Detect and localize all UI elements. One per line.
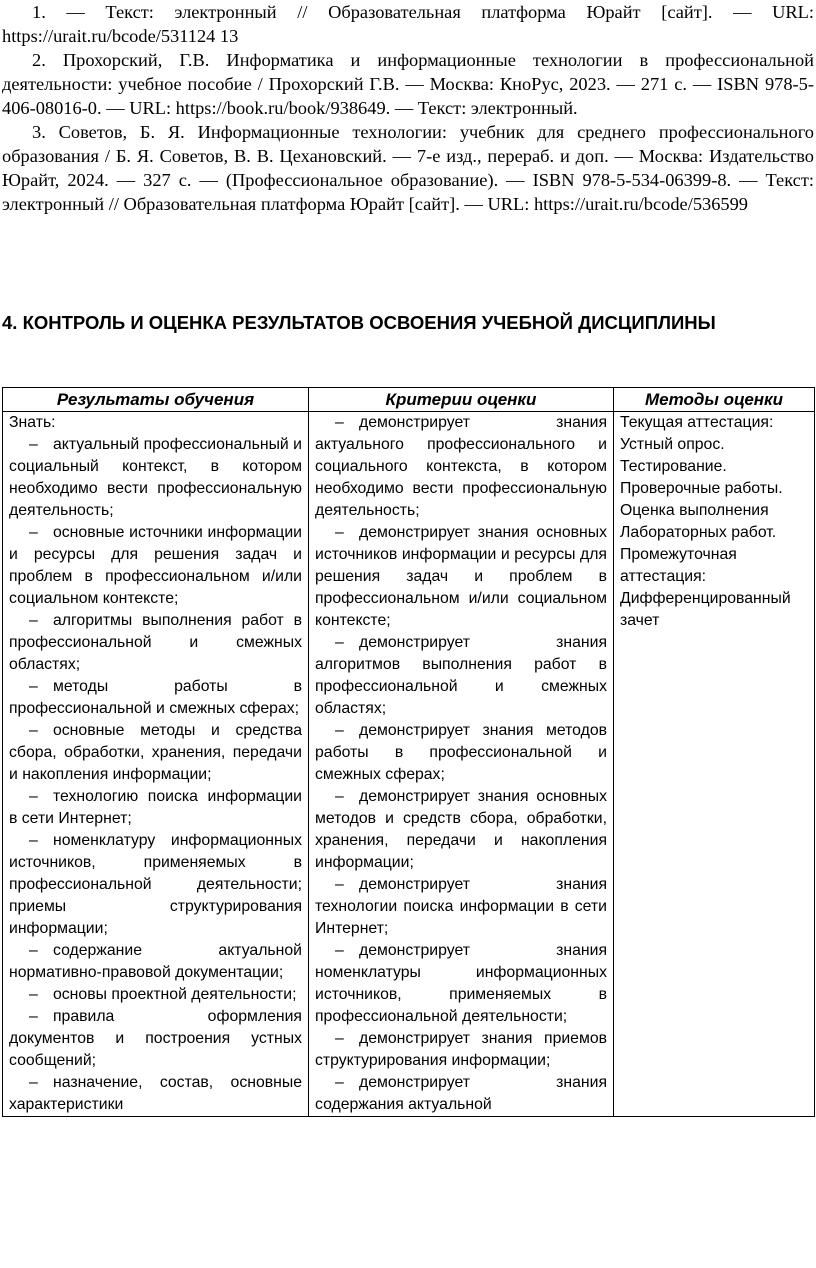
methods-cell xyxy=(614,412,815,1117)
reference-item: 2. Прохорский, Г.В. Информатика и информационные технологии в профессиональной деятельности: учебное пособие / Прохорский Г.В. — Москва: КноРус, 2023. — 271 с. — ISBN 978-5-406-08016-0. — URL: https://book.ru/book/938649. — Текст: электронный. xyxy=(2,50,814,118)
method-line: зачет xyxy=(620,612,660,629)
table-row xyxy=(3,412,815,1117)
header-assessment-criteria: Критерии оценки xyxy=(309,388,614,412)
criteria-item xyxy=(315,874,607,940)
result-item xyxy=(9,676,302,720)
result-item-text: технологию поиска информации в сети Интернет; xyxy=(9,788,302,827)
dash-marker: – xyxy=(29,986,38,1003)
result-item xyxy=(9,610,302,676)
method-line: Тестирование. xyxy=(620,458,727,475)
dash-marker: – xyxy=(335,1030,344,1047)
criteria-item-text: демонстрирует знания методов работы в профессиональной и смежных сферах; xyxy=(315,722,607,783)
criteria-item-text: демонстрирует знания номенклатуры информационных источников, применяемых в профессиональной деятельности; xyxy=(315,942,607,1025)
criteria-item-text: демонстрирует знания технологии поиска информации в сети Интернет; xyxy=(315,876,607,937)
criteria-item xyxy=(315,412,607,522)
dash-marker: – xyxy=(335,942,344,959)
result-item-text: номенклатуру информационных источников, применяемых в профессиональной деятельности; приемы структурирования информации; xyxy=(9,832,302,937)
result-item xyxy=(9,940,302,984)
result-item-text: правила оформления документов и построения устных сообщений; xyxy=(9,1008,302,1069)
result-item-text: методы работы в профессиональной и смежных сферах; xyxy=(9,678,302,717)
result-item-text: основные источники информации и ресурсы для решения задач и проблем в профессиональном и/или социальном контексте; xyxy=(9,524,302,607)
dash-marker: – xyxy=(29,942,38,959)
result-item xyxy=(9,720,302,786)
criteria-item-text: демонстрирует знания основных источников информации и ресурсы для решения задач и проблем в профессиональном и/или социальном контексте; xyxy=(315,524,607,629)
result-item xyxy=(9,434,302,522)
result-item-text: назначение, состав, основные характеристики xyxy=(9,1074,302,1113)
method-line: аттестация: xyxy=(620,568,707,585)
table-header-row xyxy=(3,388,815,412)
method-line: Лабораторных работ. xyxy=(620,524,777,541)
dash-marker: – xyxy=(29,1008,38,1025)
methods-list xyxy=(620,412,808,632)
method-line: Промежуточная xyxy=(620,546,737,563)
method-line: Устный опрос. xyxy=(620,436,725,453)
result-item-text: содержание актуальной нормативно-правовой документации; xyxy=(9,942,302,981)
dash-marker: – xyxy=(335,524,344,541)
method-line: Проверочные работы. xyxy=(620,480,783,497)
dash-marker: – xyxy=(29,722,38,739)
dash-marker: – xyxy=(335,1074,344,1091)
dash-marker: – xyxy=(29,612,38,629)
criteria-list xyxy=(315,412,607,1116)
result-item-text: актуальный профессиональный и социальный контекст, в котором необходимо вести профессиональную деятельность; xyxy=(9,436,302,519)
method-line: Дифференцированный xyxy=(620,590,791,607)
result-item xyxy=(9,984,302,1006)
section-heading: 4. КОНТРОЛЬ И ОЦЕНКА РЕЗУЛЬТАТОВ ОСВОЕНИЯ УЧЕБНОЙ ДИСЦИПЛИНЫ xyxy=(2,312,716,333)
header-assessment-methods: Методы оценки xyxy=(614,388,815,412)
results-intro: Знать: xyxy=(9,414,56,431)
result-item xyxy=(9,1006,302,1072)
dash-marker: – xyxy=(335,634,344,651)
results-list xyxy=(9,434,302,1116)
reference-item: 1. — Текст: электронный // Образовательная платформа Юрайт [сайт]. — URL: https://urait.ru/bcode/531124 13 xyxy=(2,2,814,46)
reference-item: 3. Советов, Б. Я. Информационные технологии: учебник для среднего профессионального образования / Б. Я. Советов, В. В. Цехановский. — 7-е изд., перераб. и доп. — Москва: Издательство Юрайт, 2024. — 327 с. — (Профессиональное образование). — ISBN 978-5-534-06399-8. — Текст: электронный // Образовательная платформа Юрайт [сайт]. — URL: https://urait.ru/bcode/536599 xyxy=(2,122,814,214)
dash-marker: – xyxy=(335,414,344,431)
method-line: Оценка выполнения xyxy=(620,502,769,519)
criteria-cell xyxy=(309,412,614,1117)
criteria-item-text: демонстрирует знания содержания актуальной xyxy=(315,1074,607,1113)
header-learning-results: Результаты обучения xyxy=(3,388,309,412)
criteria-item-text: демонстрирует знания алгоритмов выполнения работ в профессиональной и смежных областях; xyxy=(315,634,607,717)
criteria-item-text: демонстрирует знания приемов структурирования информации; xyxy=(315,1030,607,1069)
dash-marker: – xyxy=(29,524,38,541)
criteria-item xyxy=(315,720,607,786)
dash-marker: – xyxy=(335,788,344,805)
dash-marker: – xyxy=(335,876,344,893)
learning-results-cell xyxy=(3,412,309,1117)
dash-marker: – xyxy=(29,788,38,805)
dash-marker: – xyxy=(29,678,38,695)
reference-list xyxy=(2,0,814,216)
criteria-item xyxy=(315,522,607,632)
result-item-text: основные методы и средства сбора, обработки, хранения, передачи и накопления информации; xyxy=(9,722,302,783)
dash-marker: – xyxy=(335,722,344,739)
dash-marker: – xyxy=(29,436,38,453)
criteria-item-text: демонстрирует знания основных методов и средств сбора, обработки, хранения, передачи и накопления информации; xyxy=(315,788,607,871)
criteria-item xyxy=(315,786,607,874)
criteria-item xyxy=(315,632,607,720)
result-item xyxy=(9,1072,302,1116)
result-item-text: основы проектной деятельности; xyxy=(53,986,297,1003)
result-item-text: алгоритмы выполнения работ в профессиональной и смежных областях; xyxy=(9,612,302,673)
dash-marker: – xyxy=(29,832,38,849)
criteria-item xyxy=(315,1028,607,1072)
method-line: Текущая аттестация: xyxy=(620,414,774,431)
criteria-item xyxy=(315,940,607,1028)
criteria-item-text: демонстрирует знания актуального профессионального и социального контекста, в котором необходимо вести профессиональную деятельность; xyxy=(315,414,607,519)
result-item xyxy=(9,830,302,940)
dash-marker: – xyxy=(29,1074,38,1091)
assessment-table xyxy=(2,387,815,1117)
criteria-item xyxy=(315,1072,607,1116)
result-item xyxy=(9,786,302,830)
result-item xyxy=(9,522,302,610)
